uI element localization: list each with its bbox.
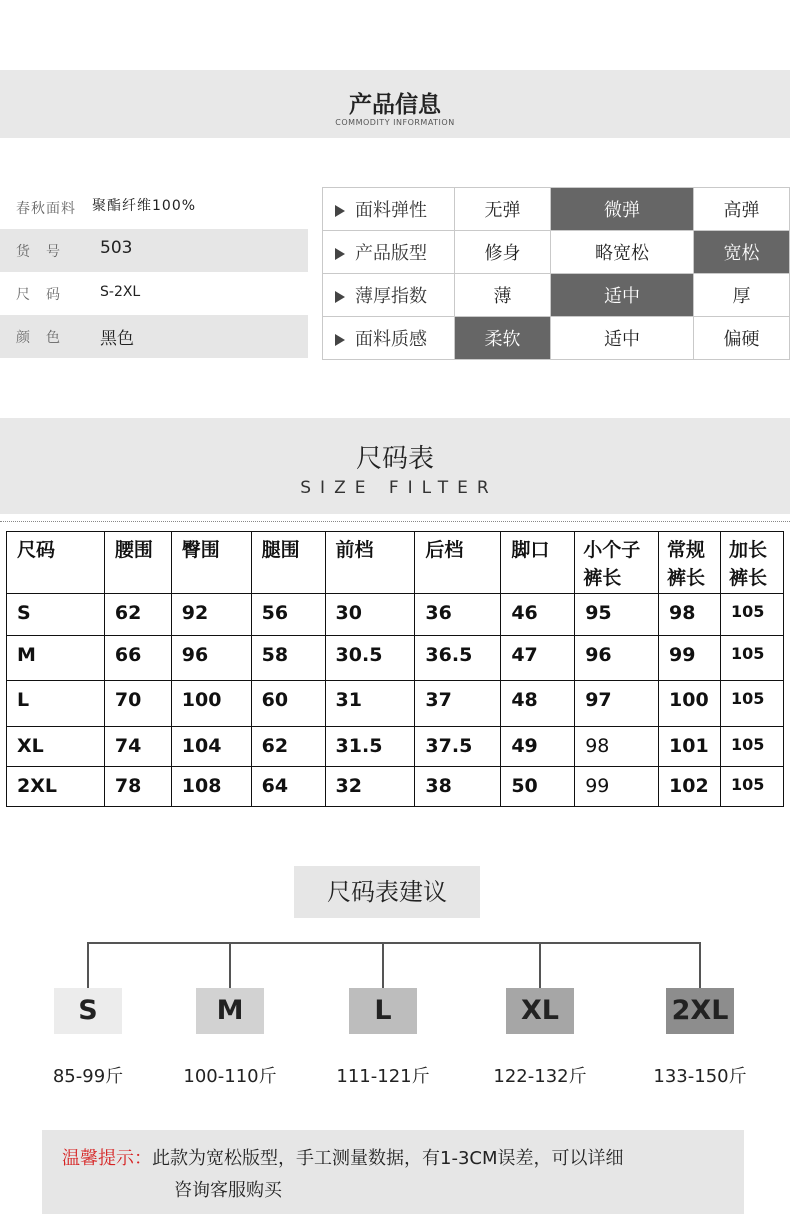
size-advice-weight: 85-99斤 — [52, 1066, 124, 1087]
size-cell: 78 — [104, 767, 171, 807]
size-cell: 50 — [501, 767, 575, 807]
size-cell: 96 — [575, 636, 659, 681]
size-cell: 2XL — [7, 767, 105, 807]
detail-label: 货 号 — [16, 244, 61, 260]
size-chart-subtitle: SIZE FILTER — [300, 478, 498, 498]
size-header-cell: 脚口 — [501, 532, 575, 594]
product-details — [0, 186, 308, 360]
triangle-right-icon — [335, 334, 345, 346]
size-cell: 36 — [415, 594, 501, 636]
detail-row-item-no — [0, 229, 308, 272]
size-cell: 47 — [501, 636, 575, 681]
attribute-option: 高弹 — [693, 188, 789, 231]
size-cell: 105 — [721, 636, 784, 681]
attribute-row — [323, 317, 790, 360]
size-header-cell: 后档 — [415, 532, 501, 594]
tree-connector — [88, 942, 700, 944]
attribute-option: 无弹 — [455, 188, 551, 231]
size-header-cell: 腰围 — [104, 532, 171, 594]
fabric-attributes-table — [322, 187, 790, 360]
size-advice-box: M — [196, 988, 264, 1034]
size-cell: XL — [7, 727, 105, 767]
attribute-label-text: 面料质感 — [355, 329, 427, 350]
size-advice-weight: 122-132斤 — [493, 1066, 587, 1087]
size-cell: 38 — [415, 767, 501, 807]
size-cell: 100 — [659, 681, 721, 727]
size-header-line: 小个子 — [583, 539, 641, 561]
size-cell: 49 — [501, 727, 575, 767]
size-cell: 37 — [415, 681, 501, 727]
attribute-label — [323, 274, 455, 317]
attribute-option-selected: 柔软 — [455, 317, 551, 360]
attribute-label-text: 面料弹性 — [355, 200, 427, 221]
size-chart-title: 尺码表 — [355, 444, 434, 474]
size-header-line: 常规 — [667, 539, 706, 561]
size-cell: 99 — [659, 636, 721, 681]
triangle-right-icon — [335, 248, 345, 260]
attribute-label-text: 薄厚指数 — [355, 286, 427, 307]
size-advice-weight: 111-121斤 — [336, 1066, 430, 1087]
product-info-subtitle: COMMODITY INFORMATION — [335, 118, 455, 127]
tip-text-line1 — [62, 1144, 624, 1170]
size-chart-table — [6, 531, 784, 807]
detail-row-size — [0, 272, 308, 315]
size-advice-weight: 100-110斤 — [183, 1066, 277, 1087]
tree-branch — [539, 942, 541, 988]
size-cell: 99 — [575, 767, 659, 807]
size-header-cell: 尺码 — [7, 532, 105, 594]
size-advice-box: L — [349, 988, 417, 1034]
attribute-option-selected: 适中 — [551, 274, 694, 317]
size-cell: 100 — [171, 681, 251, 727]
attribute-row — [323, 188, 790, 231]
size-row — [7, 636, 784, 681]
detail-value: 503 — [100, 238, 133, 258]
size-header-cell: 腿围 — [251, 532, 325, 594]
size-header-cell — [575, 532, 659, 594]
attribute-option: 适中 — [551, 317, 694, 360]
size-advice-box: 2XL — [666, 988, 734, 1034]
size-cell: 62 — [251, 727, 325, 767]
size-header-cell — [721, 532, 784, 594]
attribute-label — [323, 231, 455, 274]
size-cell: 98 — [575, 727, 659, 767]
attribute-label — [323, 188, 455, 231]
size-advice-weight: 133-150斤 — [653, 1066, 747, 1087]
detail-value: 聚酯纤维100% — [92, 198, 197, 214]
size-cell: 31.5 — [325, 727, 415, 767]
detail-row-color — [0, 315, 308, 358]
size-cell: 97 — [575, 681, 659, 727]
size-cell: 36.5 — [415, 636, 501, 681]
size-row — [7, 767, 784, 807]
size-header-cell — [659, 532, 721, 594]
size-cell: 60 — [251, 681, 325, 727]
size-cell: 30 — [325, 594, 415, 636]
size-advice-box: XL — [506, 988, 574, 1034]
size-cell: 70 — [104, 681, 171, 727]
size-cell: 101 — [659, 727, 721, 767]
attribute-label-text: 产品版型 — [355, 243, 427, 264]
size-cell: 92 — [171, 594, 251, 636]
attribute-option: 修身 — [455, 231, 551, 274]
size-advice-box: S — [54, 988, 122, 1034]
detail-value: S-2XL — [100, 284, 141, 300]
detail-label: 颜 色 — [16, 330, 61, 346]
size-cell: 105 — [721, 767, 784, 807]
attribute-option-selected: 微弹 — [551, 188, 694, 231]
tip-label: 温馨提示： — [62, 1148, 152, 1169]
detail-row-fabric — [0, 186, 308, 229]
size-cell: 62 — [104, 594, 171, 636]
size-row — [7, 681, 784, 727]
detail-label: 春秋面料 — [16, 201, 76, 217]
size-cell: 66 — [104, 636, 171, 681]
size-row — [7, 594, 784, 636]
triangle-right-icon — [335, 291, 345, 303]
size-cell: 102 — [659, 767, 721, 807]
size-cell: 105 — [721, 727, 784, 767]
size-cell: 105 — [721, 681, 784, 727]
size-cell: 46 — [501, 594, 575, 636]
tree-branch — [382, 942, 384, 988]
tip-text-line2: 咨询客服购买 — [174, 1180, 282, 1201]
tree-branch — [699, 942, 701, 988]
size-cell: 64 — [251, 767, 325, 807]
size-cell: 56 — [251, 594, 325, 636]
attribute-option-selected: 宽松 — [693, 231, 789, 274]
size-header-line: 加长 — [729, 539, 768, 561]
size-cell: 96 — [171, 636, 251, 681]
size-cell: 74 — [104, 727, 171, 767]
product-info-title: 产品信息 — [349, 92, 441, 118]
size-cell: 37.5 — [415, 727, 501, 767]
attribute-row — [323, 231, 790, 274]
size-cell: 108 — [171, 767, 251, 807]
detail-value: 黑色 — [100, 329, 134, 349]
detail-label: 尺 码 — [16, 287, 61, 303]
attribute-option: 厚 — [693, 274, 789, 317]
size-cell: S — [7, 594, 105, 636]
attribute-row — [323, 274, 790, 317]
size-cell: 104 — [171, 727, 251, 767]
size-header-line: 裤长 — [583, 567, 622, 589]
attribute-option: 偏硬 — [693, 317, 789, 360]
size-header-line: 裤长 — [729, 567, 768, 589]
size-cell: 105 — [721, 594, 784, 636]
size-cell: 31 — [325, 681, 415, 727]
size-cell: 58 — [251, 636, 325, 681]
size-header-line: 裤长 — [667, 567, 706, 589]
size-cell: 98 — [659, 594, 721, 636]
size-cell: 32 — [325, 767, 415, 807]
tip-content: 此款为宽松版型，手工测量数据，有1-3CM误差，可以详细 — [152, 1148, 624, 1169]
triangle-right-icon — [335, 205, 345, 217]
size-advice-title: 尺码表建议 — [294, 866, 480, 918]
size-header-cell: 前档 — [325, 532, 415, 594]
size-cell: 48 — [501, 681, 575, 727]
size-cell: 95 — [575, 594, 659, 636]
attribute-label — [323, 317, 455, 360]
size-cell: L — [7, 681, 105, 727]
size-row — [7, 727, 784, 767]
size-cell: M — [7, 636, 105, 681]
dotted-divider — [0, 521, 790, 522]
tree-branch — [87, 942, 89, 988]
size-header-cell: 臀围 — [171, 532, 251, 594]
tip-box — [42, 1130, 744, 1214]
tree-branch — [229, 942, 231, 988]
attribute-option: 略宽松 — [551, 231, 694, 274]
attribute-option: 薄 — [455, 274, 551, 317]
size-cell: 30.5 — [325, 636, 415, 681]
